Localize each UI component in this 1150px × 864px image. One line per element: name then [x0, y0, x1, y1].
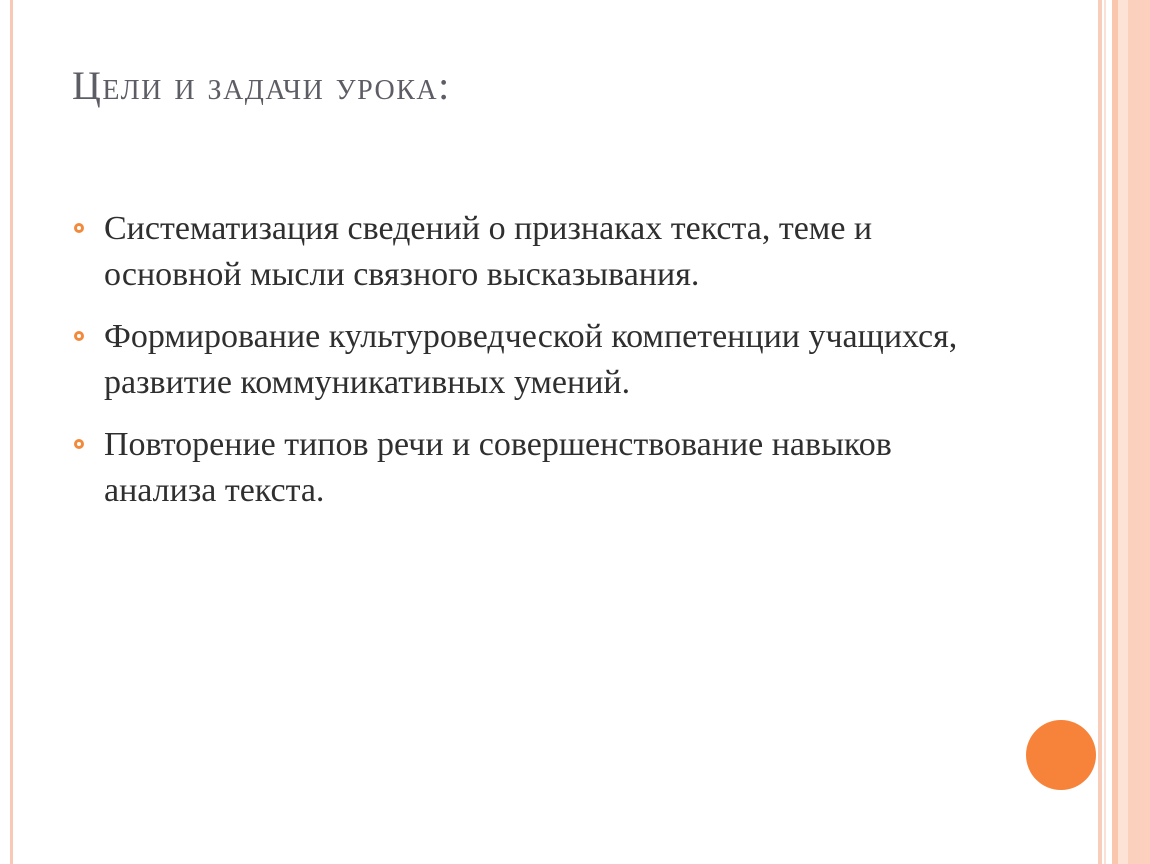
stripe: [1104, 0, 1106, 864]
stripe: [1098, 0, 1102, 864]
list-item-text: Систематизация сведений о признаках текста, теме и основной мысли связного высказывания.: [104, 210, 873, 293]
list-item: [72, 422, 992, 514]
stripe: [1128, 0, 1150, 864]
circle-bullet-icon: [74, 331, 84, 341]
slide-title: Цели и задачи урока:: [72, 63, 451, 108]
left-border-line: [10, 0, 13, 864]
right-decorative-stripes: [1098, 0, 1150, 864]
circle-bullet-icon: [74, 223, 84, 233]
decorative-circle-icon: [1026, 720, 1096, 790]
list-item-text: Повторение типов речи и совершенствование навыков анализа текста.: [104, 426, 892, 509]
list-item-text: Формирование культуроведческой компетенции учащихся, развитие коммуникативных умений.: [104, 318, 958, 401]
bullet-list: [72, 206, 992, 530]
stripe: [1118, 0, 1128, 864]
list-item: [72, 314, 992, 406]
list-item: [72, 206, 992, 298]
circle-bullet-icon: [74, 439, 84, 449]
